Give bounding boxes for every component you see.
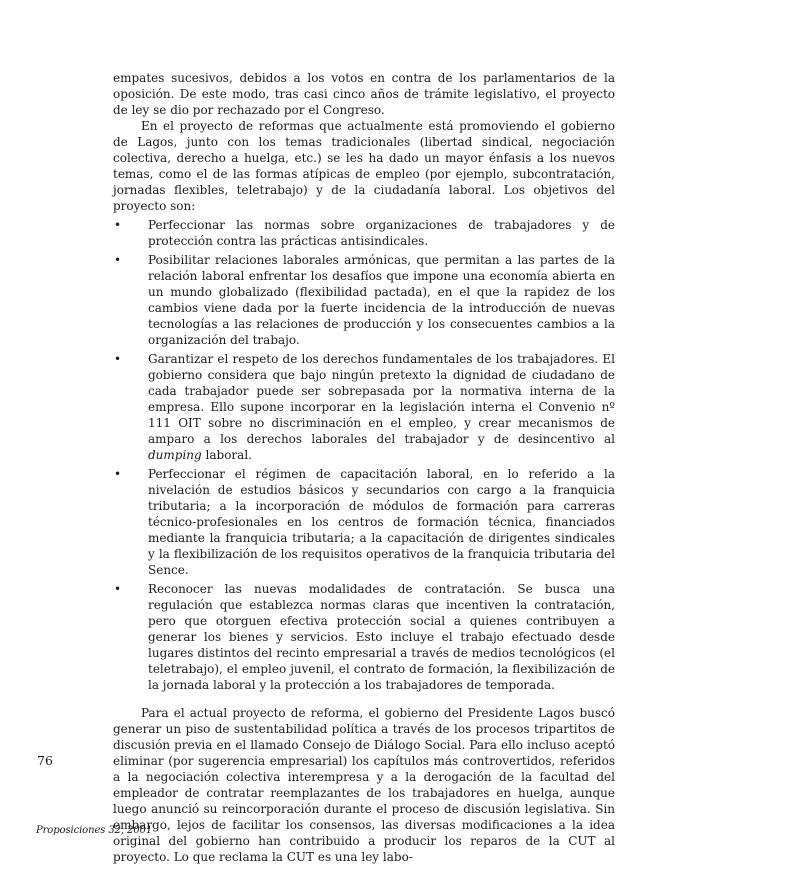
- list-item: [113, 217, 615, 249]
- objective-emphasis: dumping: [148, 448, 202, 462]
- list-item: [113, 351, 615, 463]
- list-item: [113, 581, 615, 693]
- objective-text-end: laboral.: [201, 448, 252, 462]
- closing-paragraph: Para el actual proyecto de reforma, el gobierno del Presidente Lagos buscó generar un piso de sustentabilidad política a través de los procesos tripartitos de discusión previa en el llamado Consejo de Diálogo Social. Para ello incluso aceptó eliminar (por sugerencia empresarial) los capítulos más controvertidos, referidos a la negociación colectiva interempresa y a la derogación de la facultad del empleador de contratar reemplazantes de los trabajadores en huelga, aunque luego anunció su reincorporación durante el proceso de discusión legislativa. Sin embargo, lejos de facilitar los consensos, las diversas modificaciones a la idea original del gobierno han contribuido a producir los reparos de la CUT al proyecto. Lo que reclama la CUT es una ley labo-: [113, 706, 615, 864]
- list-item: [113, 466, 615, 578]
- list-item: [113, 252, 615, 348]
- objective-text: Perfeccionar el régimen de capacitación laboral, en lo referido a la nivelación de estudios básicos y secundarios con cargo a la franquicia tributaria; a la incorporación de módulos de formación para carreras técnico-profesionales en los centros de formación técnica, financiados mediante la franquicia tributaria; a la capacitación de dirigentes sindicales y la flexibilización de los requisitos operativos de la franquicia tributaria del Sence.: [148, 467, 615, 577]
- page-number: 76: [37, 753, 53, 768]
- objectives-list: [113, 217, 615, 693]
- bullet-icon: •: [114, 582, 122, 596]
- bullet-icon: •: [114, 218, 122, 232]
- objective-text: Garantizar el respeto de los derechos fundamentales de los trabajadores. El gobierno considera que bajo ningún pretexto la dignidad de ciudadano de cada trabajador puede ser sobrepasada por la normativa interna de la empresa. Ello supone incorporar en la legislación interna el Convenio nº 111 OIT sobre no discriminación en el empleo, y crear mecanismos de amparo a los derechos laborales del trabajador y de desincentivo al: [148, 352, 615, 446]
- bullet-icon: •: [114, 253, 122, 267]
- reform-paragraph: En el proyecto de reformas que actualmente está promoviendo el gobierno de Lagos, junto con los temas tradicionales (libertad sindical, negociación colectiva, derecho a huelga, etc.) se les ha dado un mayor énfasis a los nuevos temas, como el de las formas atípicas de empleo (por ejemplo, subcontratación, jornadas flexibles, teletrabajo) y de la ciudadanía laboral. Los objetivos del proyecto son:: [113, 119, 615, 213]
- bullet-icon: •: [114, 352, 122, 366]
- objective-text: Reconocer las nuevas modalidades de contratación. Se busca una regulación que establezca normas claras que incentiven la contratación, pero que otorguen efectiva protección social a quienes contribuyen a generar los bienes y servicios. Esto incluye el trabajo efectuado desde lugares distintos del recinto empresarial a través de medios tecnológicos (el teletrabajo), el empleo juvenil, el contrato de formación, la flexibilización de la jornada laboral y la protección a los trabajadores de temporada.: [148, 582, 615, 692]
- footer-citation: Proposiciones 32, 2001: [36, 825, 153, 836]
- intro-paragraph: empates sucesivos, debidos a los votos en contra de los parlamentarios de la oposición. De este modo, tras casi cinco años de trámite legislativo, el proyecto de ley se dio por rechazado por el Congreso.: [113, 71, 615, 117]
- bullet-icon: •: [114, 467, 122, 481]
- objective-text: Perfeccionar las normas sobre organizaciones de trabajadores y de protección contra las prácticas antisindicales.: [148, 218, 615, 248]
- body-text: [113, 70, 615, 865]
- objective-text: Posibilitar relaciones laborales armónicas, que permitan a las partes de la relación laboral enfrentar los desafíos que impone una economía abierta en un mundo globalizado (flexibilidad pactada), en el que la rapidez de los cambios viene dada por la fuerte incidencia de la introducción de nuevas tecnologías a las relaciones de producción y los consecuentes cambios a la organización del trabajo.: [148, 253, 615, 347]
